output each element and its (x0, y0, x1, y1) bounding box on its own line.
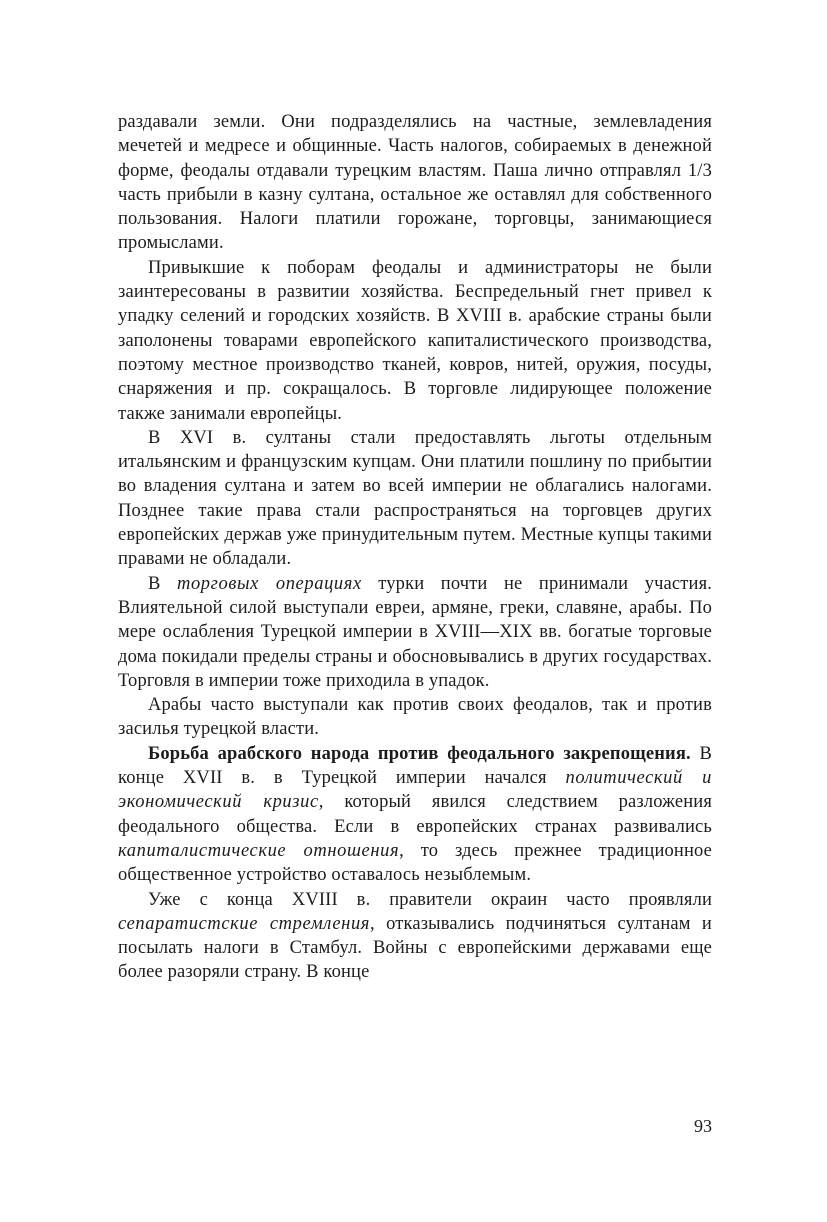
page-number: 93 (694, 1116, 712, 1136)
paragraph (118, 888, 712, 985)
text-run-normal: турки почти не принимали участия. Влиятельной силой выступали евреи, армяне, греки, славяне, арабы. По мере ослабления Турецкой империи в XVIII—XIX вв. богатые торговые дома покидали пределы страны и обосновывались в других государствах. Торговля в империи тоже приходила в упадок. (118, 573, 713, 691)
text-run-italic: торговых операциях (177, 573, 362, 594)
paragraph (118, 256, 712, 426)
text-run-normal: В (148, 573, 177, 594)
paragraph (118, 693, 712, 742)
paragraph (118, 110, 712, 256)
text-run-bold: Борьба арабского народа против феодального закрепощения. (148, 743, 691, 764)
text-run-normal: раздавали земли. Они подразделялись на частные, землевладения мечетей и медресе и общинные. Часть налогов, собираемых в денежной форме, феодалы отдавали турецким властям. Паша лично отправлял 1/3 часть прибыли в казну султана, остальное же оставлял для собственного пользования. Налоги платили горожане, торговцы, занимающиеся промыслами. (118, 112, 712, 254)
text-run-italic: сепаратистские стремления (118, 913, 370, 934)
paragraph (118, 572, 712, 693)
text-run-normal: Привыкшие к поборам феодалы и администраторы не были заинтересованы в развитии хозяйства. Беспредельный гнет привел к упадку селений и городских хозяйств. В XVIII в. арабские страны были заполонены товарами европейского капиталистического производства, поэтому местное производство тканей, ковров, нитей, оружия, посуды, снаряжения и пр. сокращалось. В торговле лидирующее положение также занимали европейцы. (118, 257, 712, 424)
paragraph (118, 426, 712, 572)
paragraph (118, 742, 712, 888)
text-run-normal: , который явился следствием разложения феодального общества. Если в европейских странах развивались (118, 792, 712, 837)
text-run-normal: , то здесь прежнее традиционное общественное устройство оставалось незыблемым. (118, 840, 712, 886)
text-block (118, 110, 712, 985)
text-run-italic: политический и экономический кризис (118, 768, 712, 813)
text-run-normal: В XVI в. султаны стали предоставлять льготы отдельным итальянским и французским купцам. Они платили пошлину по прибытии во владения султана и затем во всей империи не облагались налогами. Позднее такие права стали распространяться на торговцев других европейских держав уже принудительным путем. Местные купцы такими правами не обладали. (118, 427, 712, 570)
text-run-italic: капиталистические отношения (118, 840, 400, 861)
text-run-normal: Арабы часто выступали как против своих феодалов, так и против засилья турецкой власти. (118, 695, 712, 740)
text-run-normal: В конце XVII в. в Турецкой империи начался (118, 743, 712, 789)
text-run-normal: Уже с конца XVIII в. правители окраин часто проявляли (148, 889, 712, 910)
text-run-normal: , отказывались подчиняться султанам и посылать налоги в Стамбул. Войны с европейскими державами еще более разоряли страну. В конце (118, 913, 712, 983)
